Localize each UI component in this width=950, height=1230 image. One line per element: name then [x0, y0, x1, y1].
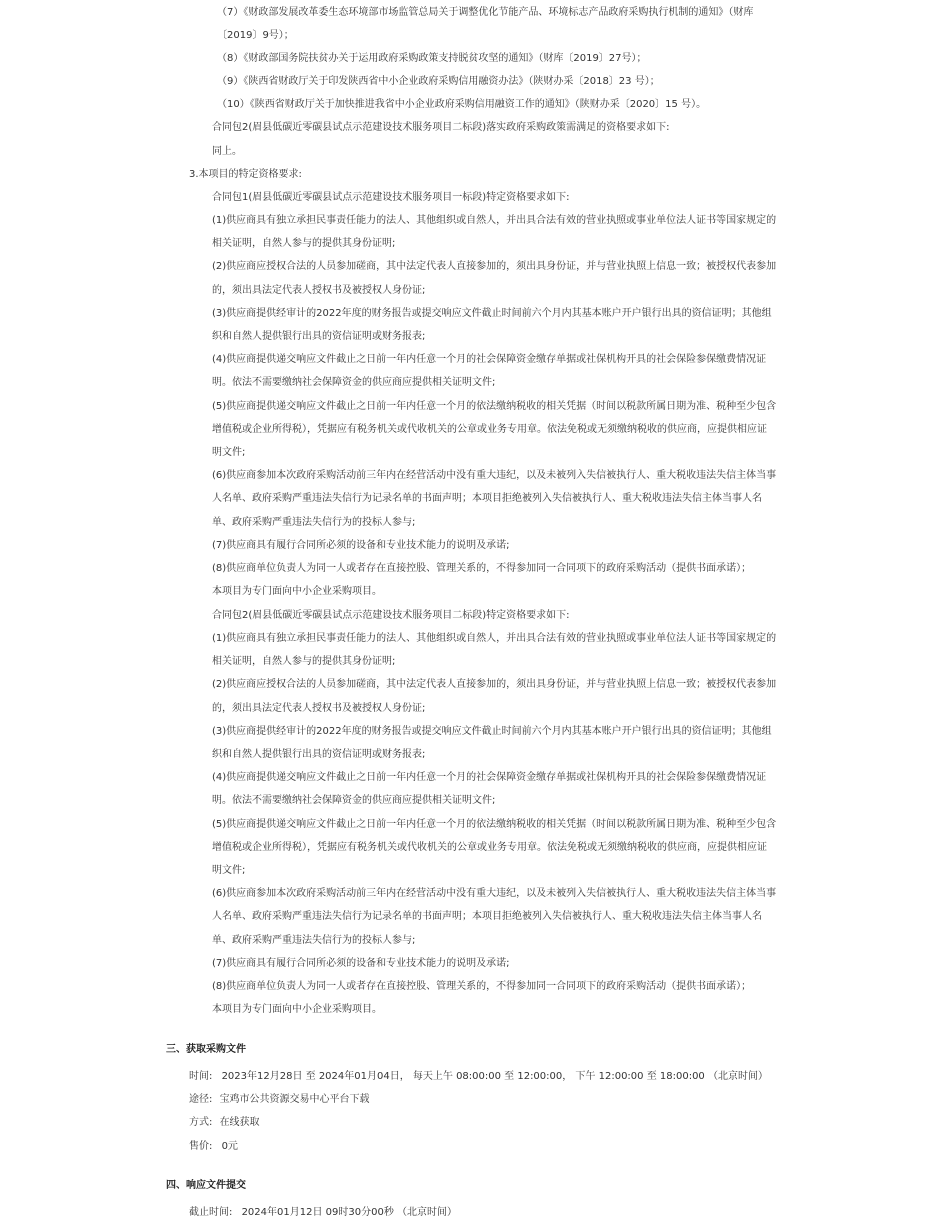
special-requirements-heading: 3.本项目的特定资格要求: — [189, 169, 302, 180]
section-obtain-title: 三、获取采购文件 — [166, 1044, 246, 1055]
law-item-7-line2: 〔2019〕9号）； — [217, 30, 294, 41]
obtain-method — [189, 1116, 260, 1130]
requirement-line: 相关证明，自然人参与的提供其身份证明; — [212, 656, 396, 668]
submit-deadline-value: 2024年01月12日 09时30分00秒 （北京时间） — [241, 1207, 457, 1218]
requirement-line: 织和自然人提供银行出具的资信证明或财务报表; — [212, 749, 426, 760]
requirement-line: 的，须出具法定代表人授权书及被授权人身份证; — [212, 702, 426, 714]
requirement-line: (1)供应商具有独立承担民事责任能力的法人、其他组织或自然人，并出具合法有效的营业执照或事业单位法人证书等国家规定的 — [212, 633, 777, 644]
requirement-line: (4)供应商提供递交响应文件截止之日前一年内任意一个月的社会保障资金缴存单据或社保机构开具的社会保险参保缴费情况证 — [212, 354, 767, 366]
requirement-line: (2)供应商应授权合法的人员参加磋商，其中法定代表人直接参加的，须出具身份证，并与营业执照上信息一致；被授权代表参加 — [212, 261, 777, 273]
requirement-line: 本项目为专门面向中小企业采购项目。 — [212, 1004, 382, 1016]
obtain-price-value: 0元 — [221, 1141, 238, 1152]
requirement-line: 织和自然人提供银行出具的资信证明或财务报表; — [212, 331, 426, 342]
requirement-line: (2)供应商应授权合法的人员参加磋商，其中法定代表人直接参加的，须出具身份证，并与营业执照上信息一致；被授权代表参加 — [212, 679, 777, 691]
requirement-line: 单、政府采购严重违法失信行为的投标人参与; — [212, 516, 416, 528]
requirement-line: 相关证明，自然人参与的提供其身份证明; — [212, 238, 396, 250]
requirement-line: 增值税或企业所得税），凭据应有税务机关或代收机关的公章或业务专用章。依法免税或无须缴纳税收的供应商，应提供相应证 — [212, 423, 767, 435]
requirement-line: (8)供应商单位负责人为同一人或者存在直接控股、管理关系的，不得参加同一合同项下的政府采购活动（提供书面承诺）； — [212, 563, 752, 574]
law-item-8: （8）《财政部国务院扶贫办关于运用政府采购政策支持脱贫攻坚的通知》（财库〔2019〕27号）； — [217, 53, 647, 64]
law-item-7-line1: （7）《财政部发展改革委生态环境部市场监管总局关于调整优化节能产品、环境标志产品政府采购执行机制的通知》（财库 — [217, 7, 754, 18]
requirement-line: (6)供应商参加本次政府采购活动前三年内在经营活动中没有重大违纪，以及未被列入失信被执行人、重大税收违法失信主体当事 — [212, 470, 777, 482]
obtain-time — [189, 1070, 768, 1084]
package2-policy-same: 同上。 — [212, 146, 242, 157]
obtain-price — [189, 1140, 238, 1154]
requirement-line: 人名单、政府采购严重违法失信行为记录名单的书面声明；本项目拒绝被列入失信被执行人、重大税收违法失信主体当事人名 — [212, 493, 762, 505]
requirement-line: (1)供应商具有独立承担民事责任能力的法人、其他组织或自然人，并出具合法有效的营业执照或事业单位法人证书等国家规定的 — [212, 215, 777, 226]
requirement-line: (4)供应商提供递交响应文件截止之日前一年内任意一个月的社会保障资金缴存单据或社保机构开具的社会保险参保缴费情况证 — [212, 772, 767, 784]
requirement-line: 明文件; — [212, 865, 246, 876]
requirement-line: (3)供应商提供经审计的2022年度的财务报告或提交响应文件截止时间前六个月内其基本账户开户银行出具的资信证明；其他组 — [212, 725, 772, 737]
obtain-route — [189, 1093, 370, 1107]
obtain-method-label: 方式: — [189, 1117, 213, 1128]
obtain-route-value: 宝鸡市公共资源交易中心平台下载 — [219, 1094, 370, 1105]
package1-special-header: 合同包1(眉县低碳近零碳县试点示范建设技术服务项目一标段)特定资格要求如下: — [212, 192, 570, 203]
obtain-route-label: 途径: — [189, 1094, 213, 1105]
law-item-9: （9）《陕西省财政厅关于印发陕西省中小企业政府采购信用融资办法》（陕财办采〔2018〕23 号）； — [217, 76, 660, 87]
requirement-line: 本项目为专门面向中小企业采购项目。 — [212, 586, 382, 598]
requirement-line: 明。依法不需要缴纳社会保障资金的供应商应提供相关证明文件; — [212, 795, 496, 807]
requirement-line: 明。依法不需要缴纳社会保障资金的供应商应提供相关证明文件; — [212, 377, 496, 389]
requirement-line: (8)供应商单位负责人为同一人或者存在直接控股、管理关系的，不得参加同一合同项下的政府采购活动（提供书面承诺）； — [212, 981, 752, 992]
obtain-method-value: 在线获取 — [219, 1117, 260, 1128]
requirement-line: (6)供应商参加本次政府采购活动前三年内在经营活动中没有重大违纪，以及未被列入失信被执行人、重大税收违法失信主体当事 — [212, 888, 777, 900]
submit-deadline-label: 截止时间: — [189, 1207, 233, 1218]
requirement-line: (7)供应商具有履行合同所必须的设备和专业技术能力的说明及承诺; — [212, 957, 510, 969]
requirement-line: (3)供应商提供经审计的2022年度的财务报告或提交响应文件截止时间前六个月内其基本账户开户银行出具的资信证明；其他组 — [212, 307, 772, 319]
package2-special-header: 合同包2(眉县低碳近零碳县试点示范建设技术服务项目二标段)特定资格要求如下: — [212, 610, 570, 621]
obtain-price-label: 售价: — [189, 1141, 213, 1152]
requirement-line: 增值税或企业所得税），凭据应有税务机关或代收机关的公章或业务专用章。依法免税或无须缴纳税收的供应商，应提供相应证 — [212, 841, 767, 853]
requirement-line: 的，须出具法定代表人授权书及被授权人身份证; — [212, 284, 426, 296]
law-item-10: （10）《陕西省财政厅关于加快推进我省中小企业政府采购信用融资工作的通知》（陕财办采〔2020〕15 号）。 — [217, 99, 707, 110]
requirement-line: (5)供应商提供递交响应文件截止之日前一年内任意一个月的依法缴纳税收的相关凭据（时间以税款所属日期为准、税种至少包含 — [212, 400, 777, 412]
submit-deadline — [189, 1206, 457, 1220]
obtain-time-label: 时间: — [189, 1071, 213, 1082]
section-submit-title: 四、响应文件提交 — [166, 1180, 246, 1191]
package2-policy-header: 合同包2(眉县低碳近零碳县试点示范建设技术服务项目二标段)落实政府采购政策需满足的资格要求如下: — [212, 122, 670, 133]
requirement-line: (5)供应商提供递交响应文件截止之日前一年内任意一个月的依法缴纳税收的相关凭据（时间以税款所属日期为准、税种至少包含 — [212, 818, 777, 830]
requirement-line: 单、政府采购严重违法失信行为的投标人参与; — [212, 934, 416, 946]
requirement-line: 人名单、政府采购严重违法失信行为记录名单的书面声明；本项目拒绝被列入失信被执行人、重大税收违法失信主体当事人名 — [212, 911, 762, 923]
obtain-time-value: 2023年12月28日 至 2024年01月04日， 每天上午 08:00:00 至 12:00:00， 下午 12:00:00 至 18:00:00 （北京时间） — [221, 1071, 768, 1082]
requirement-line: (7)供应商具有履行合同所必须的设备和专业技术能力的说明及承诺; — [212, 539, 510, 551]
requirement-line: 明文件; — [212, 447, 246, 458]
